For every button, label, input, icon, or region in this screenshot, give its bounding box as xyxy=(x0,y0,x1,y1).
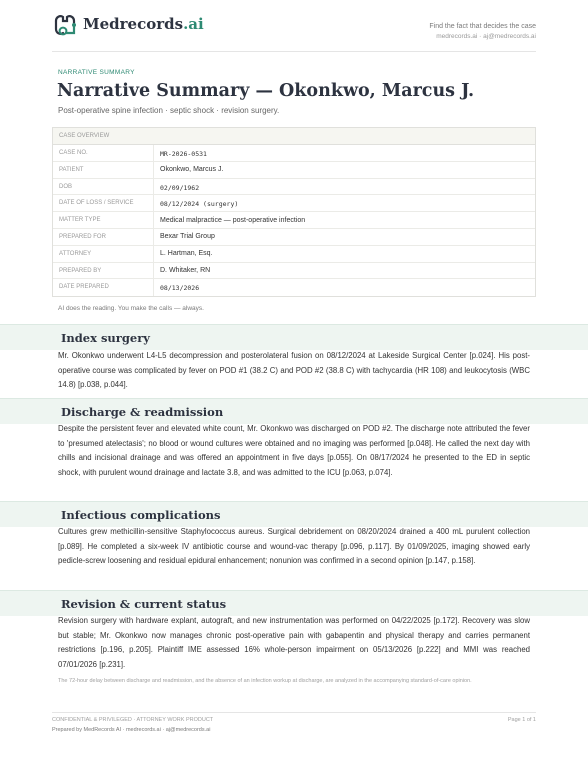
doc-kicker: NARRATIVE SUMMARY xyxy=(58,69,135,76)
overview-label: PATIENT xyxy=(53,162,154,178)
section-heading: Revision & current status xyxy=(61,597,227,611)
overview-value: MR-2026-0531 xyxy=(160,150,207,158)
case-overview-heading: CASE OVERVIEW xyxy=(53,128,535,145)
header-tagline: Find the fact that decides the case xyxy=(429,23,536,30)
footnote: The 72-hour delay between discharge and readmission, and the absence of an infection workup at discharge, are analyzed in the accompanying standard-of-care opinion. xyxy=(58,678,472,684)
overview-label: MATTER TYPE xyxy=(53,212,154,228)
section-body: Revision surgery with hardware explant, autograft, and new instrumentation was performed on 04/22/2025 [p.172]. Recovery was slow but stable; Mr. Okonkwo now manages chronic post-operative pain with gabapentin and physical therapy and carries permanent restrictions [p.196, p.205]. Plaintiff IME assessed 16% whole-person impairment on 05/13/2026 [p.222] and MMI was reached 07/01/2026 [p.231]. xyxy=(58,616,530,669)
brand-main: Medrecords xyxy=(83,15,184,33)
section-body: Despite the persistent fever and elevated white count, Mr. Okonkwo was discharged on POD #2. The discharge note attributed the fever to 'presumed atelectasis'; no blood or wound cultures were obtained and no imaging was performed [p.048]. He called the next day with chills and incisional drainage and was offered an appointment in five days [p.055]. On 08/17/2024 he presented to the ED in septic shock, with purulent wound drainage and lactate 3.8, and was admitted to the ICU [p.063, p.074]. xyxy=(58,424,530,477)
overview-label: PREPARED BY xyxy=(53,263,154,279)
footer-prepared-by: Prepared by MedRecords AI · medrecords.ai · aj@medrecords.ai xyxy=(52,727,211,733)
overview-value: D. Whitaker, RN xyxy=(160,267,211,275)
page-header xyxy=(52,12,536,52)
overview-row-dob xyxy=(53,179,535,196)
section-band-discharge xyxy=(0,398,588,424)
overview-value: Medical malpractice — post-operative infection xyxy=(160,216,306,224)
section-heading: Discharge & readmission xyxy=(61,405,224,419)
page-title: Narrative Summary — Okonkwo, Marcus J. xyxy=(57,81,475,101)
footer-confidential: CONFIDENTIAL & PRIVILEGED · ATTORNEY WORK PRODUCT xyxy=(52,717,214,723)
overview-value: 08/13/2026 xyxy=(160,284,200,293)
overview-value: L. Hartman, Esq. xyxy=(160,250,213,258)
section-band-index-surgery xyxy=(0,324,588,350)
logo-icon xyxy=(52,12,78,38)
overview-label: ATTORNEY xyxy=(53,246,154,262)
overview-row-date-of-loss xyxy=(53,195,535,212)
overview-value: Bexar Trial Group xyxy=(160,233,215,241)
overview-row-date-prepared xyxy=(53,279,535,296)
overview-row-attorney xyxy=(53,246,535,263)
page-subtitle: Post-operative spine infection · septic shock · revision surgery. xyxy=(58,106,280,115)
overview-label: DATE OF LOSS / SERVICE xyxy=(53,195,154,211)
footer-divider xyxy=(52,712,536,713)
overview-label: DATE PREPARED xyxy=(53,279,154,296)
overview-label: CASE NO. xyxy=(53,145,154,161)
overview-value: 02/09/1962 xyxy=(160,183,200,192)
section-heading: Index surgery xyxy=(61,331,150,345)
ai-disclaimer: AI does the reading. You make the calls — always. xyxy=(58,305,204,312)
overview-label: PREPARED FOR xyxy=(53,229,154,245)
section-heading: Infectious complications xyxy=(61,508,221,522)
brand-wordmark xyxy=(83,15,204,33)
brand-suffix: .ai xyxy=(183,15,204,33)
overview-row-case-no xyxy=(53,145,535,162)
case-overview-table xyxy=(52,127,536,297)
overview-row-prepared-for xyxy=(53,229,535,246)
section-band-revision xyxy=(0,590,588,616)
section-body: Mr. Okonkwo underwent L4-L5 decompression and posterolateral fusion on 08/12/2024 at Lakeside Surgical Center [p.024]. His post-operative course was complicated by fever on POD #1 (38.2 C) and POD #2 (38.8 C) with tachycardia (HR 108) and leukocytosis (WBC 14.8) [p.038, p.044]. xyxy=(58,351,530,389)
footer-page-number: Page 1 of 1 xyxy=(507,717,536,723)
section-band-infectious xyxy=(0,501,588,527)
overview-value: 08/12/2024 (surgery) xyxy=(160,200,239,209)
overview-row-patient xyxy=(53,162,535,179)
overview-value: Okonkwo, Marcus J. xyxy=(160,166,224,174)
overview-row-prepared-by xyxy=(53,263,535,280)
overview-label: DOB xyxy=(53,179,154,195)
overview-row-matter-type xyxy=(53,212,535,229)
header-contact: medrecords.ai · aj@medrecords.ai xyxy=(436,33,536,40)
section-body: Cultures grew methicillin-sensitive Staphylococcus aureus. Surgical debridement on 08/20/2024 drained a 400 mL purulent collection [p.089]. He completed a six-week IV antibiotic course and wound-vac therapy [p.096, p.117]. By 01/09/2025, imaging showed early pedicle-screw loosening and residual epidural enhancement; nonunion was confirmed in a second opinion [p.147, p.158]. xyxy=(58,527,530,565)
